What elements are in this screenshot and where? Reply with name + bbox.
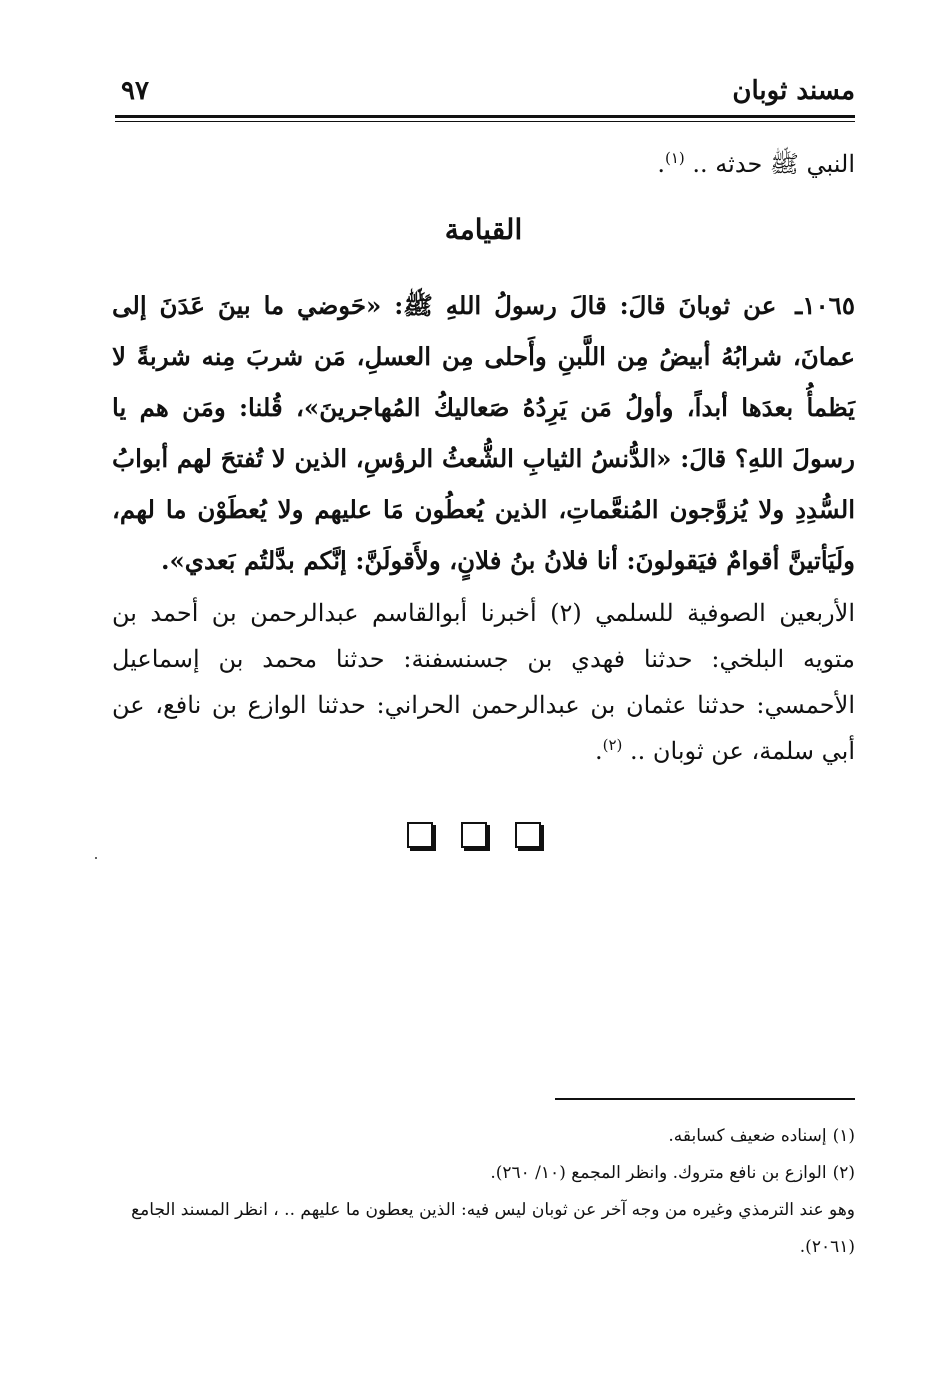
- section-separator: [0, 822, 947, 848]
- footnote-2-continued: [112, 1192, 855, 1266]
- footnote-text: إسناده ضعيف كسابقه.: [668, 1126, 827, 1146]
- sources-text-before: الأربعين الصوفية للسلمي: [581, 599, 855, 627]
- page-number: ٩٧: [121, 76, 149, 106]
- footnote-2: [112, 1155, 855, 1192]
- carryover-end: .: [657, 150, 665, 178]
- sources-paragraph: [112, 590, 855, 774]
- footnote-number: (١): [832, 1126, 855, 1146]
- hadith-number: ١٠٦٥ـ: [795, 291, 855, 320]
- square-ornament-icon: [407, 822, 433, 848]
- footnote-number: (٢): [832, 1163, 855, 1183]
- header-rule-thick: [115, 115, 855, 118]
- header-rule-thin: [115, 121, 855, 122]
- running-title: مسند ثوبان: [732, 76, 855, 106]
- sources-text-after: أخبرنا أبوالقاسم عبدالرحمن بن أحمد بن متويه البلخي: حدثنا فهدي بن جسنسفنة: حدثنا محمد بن إسماعيل الأحمسي: حدثنا عثمان بن عبدالرحمن الحراني: حدثنا الوازع بن نافع، عن أبي سلمة، عن ثوبان ..: [112, 599, 855, 765]
- footnote-1: [112, 1118, 855, 1155]
- square-ornament-icon: [461, 822, 487, 848]
- footnote-rule: [555, 1098, 855, 1100]
- section-heading: القيامة: [444, 213, 523, 246]
- footnote-ref-2: (٢): [602, 736, 623, 754]
- page-header: [115, 72, 855, 118]
- carryover-text: النبي ﷺ حدثه ..: [684, 150, 855, 178]
- carryover-line: [112, 140, 855, 188]
- square-ornament-icon: [515, 822, 541, 848]
- footnote-text: وهو عند الترمذي وغيره من وجه آخر عن ثوبان ليس فيه: الذين يعطون ما عليهم .. ، انظر المسند الجامع (٢٠٦١).: [131, 1200, 855, 1257]
- sources-end: .: [594, 737, 603, 765]
- footnote-ref-1: (١): [665, 149, 685, 167]
- hadith-text: عن ثوبانَ قالَ: قالَ رسولُ اللهِ ﷺ: «حَوضي ما بينَ عَدَنَ إلى عمانَ، شرابُهُ أبيضُ مِن اللَّبنِ وأَحلى مِن العسلِ، مَن شربَ مِنه شربةً لا يَظمأُ بعدَها أبداً، وأولُ مَن يَرِدُهُ صَعاليكُ المُهاجرينَ»، قُلنا: ومَن هم يا رسولَ اللهِ؟ قالَ: «الدُّنسُ الثيابِ الشُّعثُ الرؤسِ، الذين لا تُفتحَ لهم أبوابُ السُّدِدِ ولا يُزوَّجون المُنعَّماتِ، الذين يُعطُون مَا عليهم ولا يُعطَوْن ما لهم، ولَيَأتينَّ أقوامٌ فيَقولونَ: أنا فلانُ بنُ فلانٍ، ولأَقولَنَّ: إنَّكم بدَّلتُم بَعدي».: [112, 291, 855, 575]
- hadith-paragraph: [112, 280, 855, 586]
- footnote-text: الوازع بن نافع متروك. وانظر المجمع (١٠/ ٢٦٠).: [490, 1163, 827, 1183]
- sources-inline-ref: (٢): [550, 599, 582, 627]
- scan-speck: [95, 857, 97, 859]
- footnotes: [112, 1118, 855, 1266]
